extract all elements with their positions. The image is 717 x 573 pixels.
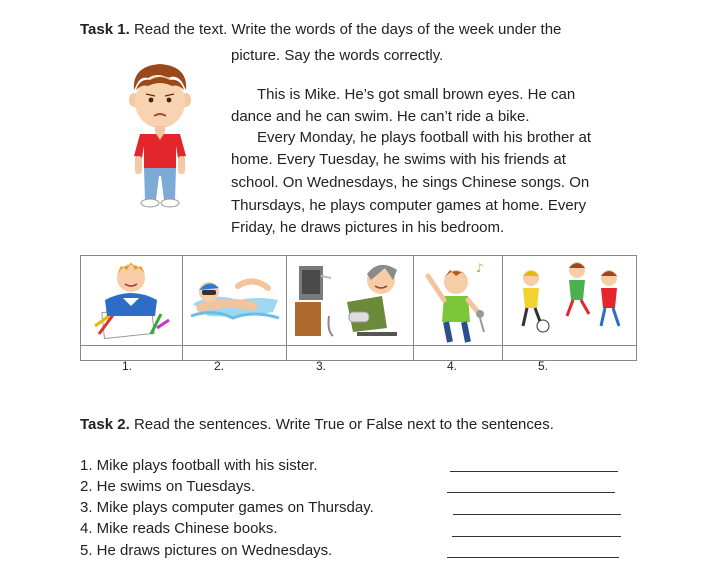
answer-cell-2[interactable]	[183, 346, 287, 361]
task1-instruction-line1: Read the text. Write the words of the days of the week under the	[133, 21, 562, 38]
paragraph-line-2: dance and he can swim. He can’t ride a bike.	[231, 108, 530, 125]
sentence-1: 1. Mike plays football with his sister.	[80, 457, 318, 474]
answer-line-5[interactable]	[447, 557, 619, 558]
answer-line-4[interactable]	[452, 536, 621, 537]
picture-number-1: 1.	[122, 359, 133, 373]
boy-swimming-picture	[183, 256, 286, 345]
paragraph-line-6: Thursdays, he plays computer games at home. Every	[231, 197, 587, 214]
sentence-5: 5. He draws pictures on Wednesdays.	[80, 542, 333, 559]
boy-playing-computer-picture	[287, 256, 413, 345]
task2-label: Task 2.	[80, 416, 130, 433]
answer-line-3[interactable]	[453, 514, 621, 515]
sentence-3: 3. Mike plays computer games on Thursday.	[80, 499, 374, 516]
task1-instruction-line2: picture. Say the words correctly.	[231, 47, 444, 64]
task2-instruction: Read the sentences. Write True or False next to the sentences.	[133, 416, 554, 433]
picture-cell-computer	[287, 256, 414, 346]
answer-cell-5[interactable]	[503, 346, 637, 361]
sentence-2: 2. He swims on Tuesdays.	[80, 478, 256, 495]
boy-drawing-picture	[81, 256, 181, 345]
picture-cell-drawing	[81, 256, 183, 346]
paragraph-line-1: This is Mike. He’s got small brown eyes. He can	[257, 86, 576, 103]
answer-line-2[interactable]	[447, 492, 615, 493]
answer-cell-4[interactable]	[414, 346, 503, 361]
picture-number-3: 3.	[316, 359, 327, 373]
task1-label: Task 1.	[80, 21, 130, 38]
boys-playing-football-picture	[503, 256, 636, 345]
picture-number-2: 2.	[214, 359, 225, 373]
picture-number-5: 5.	[538, 359, 549, 373]
answer-cell-3[interactable]	[287, 346, 414, 361]
sentence-4: 4. Mike reads Chinese books.	[80, 520, 278, 537]
picture-table	[80, 255, 637, 361]
picture-cell-swimming	[183, 256, 287, 346]
picture-number-4: 4.	[447, 359, 458, 373]
mike-illustration	[128, 60, 192, 210]
svg-text:♪: ♪	[476, 261, 484, 275]
boy-singing-picture	[414, 256, 502, 345]
paragraph-line-5: school. On Wednesdays, he sings Chinese songs. On	[231, 174, 590, 191]
answer-line-1[interactable]	[450, 471, 618, 472]
picture-cell-football	[503, 256, 637, 346]
picture-cell-singing	[414, 256, 503, 346]
task1-heading	[80, 20, 561, 40]
paragraph-line-7: Friday, he draws pictures in his bedroom.	[231, 219, 505, 236]
task2-heading	[80, 415, 554, 435]
paragraph-line-4: home. Every Tuesday, he swims with his friends at	[231, 151, 566, 168]
paragraph-line-3: Every Monday, he plays football with his brother at	[257, 129, 592, 146]
